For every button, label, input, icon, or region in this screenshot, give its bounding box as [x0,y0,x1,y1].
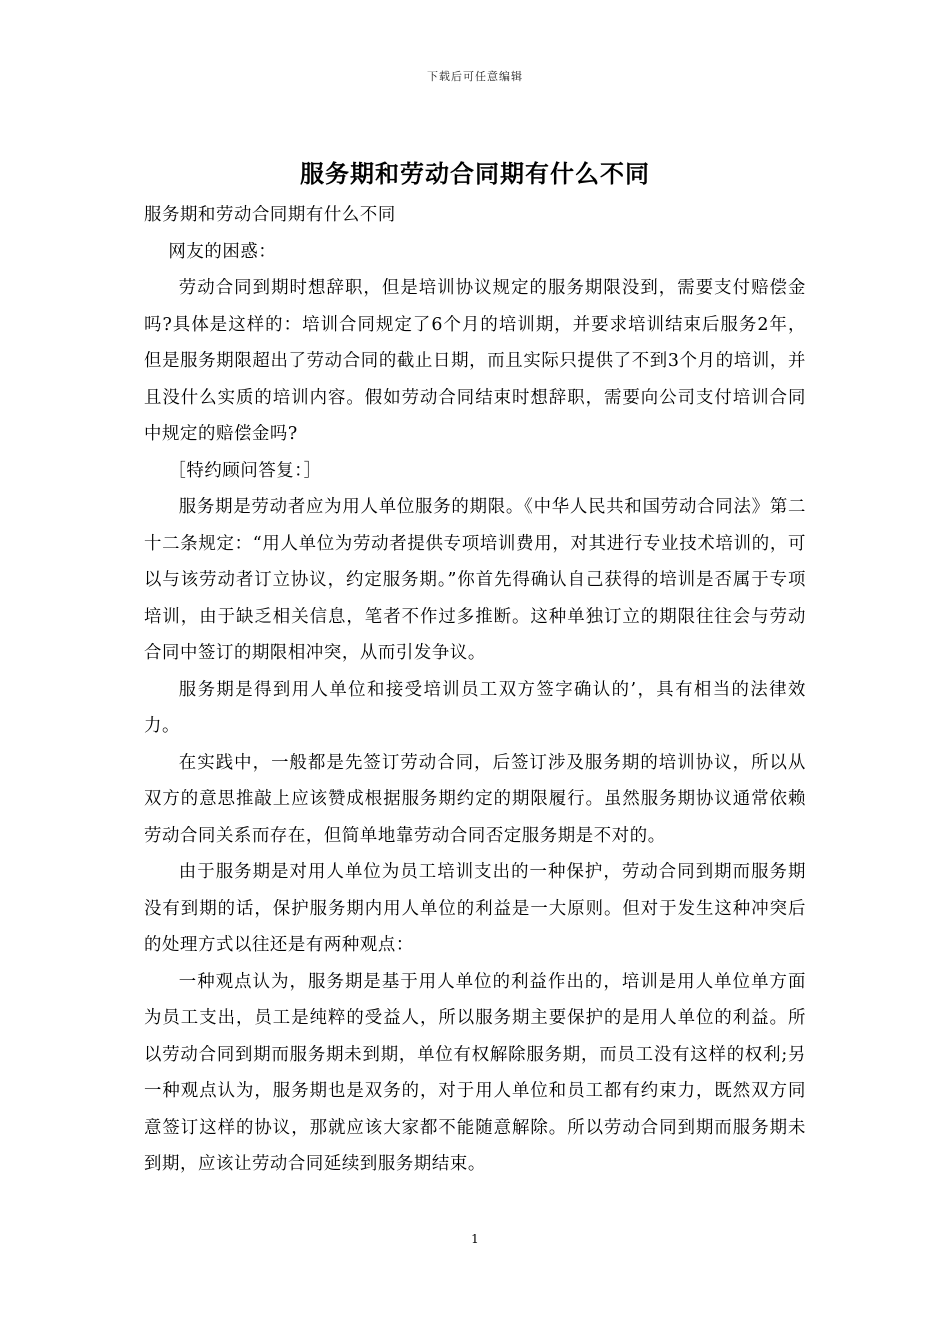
answer-paragraph: 一种观点认为，服务期是基于用人单位的利益作出的，培训是用人单位单方面为员工支出，员工是纯粹的受益人，所以服务期主要保护的是用人单位的利益。所以劳动合同到期而服务期未到期，单位有权解除服务期，而员工没有这样的权利;另一种观点认为，服务期也是双务的，对于用人单位和员工都有约束力，既然双方同意签订这样的协议，那就应该大家都不能随意解除。所以劳动合同到期而服务期未到期，应该让劳动合同延续到服务期结束。 [144,971,806,1174]
question-heading: 网友的困惑： [168,241,277,262]
answer-paragraph: 由于服务期是对用人单位为员工培训支出的一种保护，劳动合同到期而服务期没有到期的话，保护服务期内用人单位的利益是一大原则。但对于发生这种冲突后的处理方式以往还是有两种观点： [144,862,806,955]
question-paragraph: 劳动合同到期时想辞职，但是培训协议规定的服务期限没到，需要支付赔偿金吗?具体是这样的：培训合同规定了6个月的培训期，并要求培训结束后服务2年，但是服务期限超出了劳动合同的截止日期，而且实际只提供了不到3个月的培训，并且没什么实质的培训内容。假如劳动合同结束时想辞职，需要向公司支付培训合同中规定的赔偿金吗? [144,278,806,444]
subtitle-paragraph: 服务期和劳动合同期有什么不同 [144,205,396,225]
answer-paragraph: 服务期是劳动者应为用人单位服务的期限。《中华人民共和国劳动合同法》第二十二条规定：“用人单位为劳动者提供专项培训费用，对其进行专业技术培训的，可以与该劳动者订立协议，约定服务期。”你首先得确认自己获得的培训是否属于专项培训，由于缺乏相关信息，笔者不作过多推断。这种单独订立的期限往往会与劳动合同中签订的期限相冲突，从而引发争议。 [144,497,806,663]
answer-paragraph: 在实践中，一般都是先签订劳动合同，后签订涉及服务期的培训协议，所以从双方的意思推敲上应该赞成根据服务期约定的期限履行。虽然服务期协议通常依赖劳动合同关系而存在，但简单地靠劳动合同否定服务期是不对的。 [144,752,806,846]
page-number: 1 [471,1232,479,1246]
answer-heading: ［特约顾问答复：］ [168,460,322,481]
answer-paragraph: 服务期是得到用人单位和接受培训员工双方签字确认的’，具有相当的法律效力。 [144,679,806,736]
page-header-note: 下载后可任意编辑 [427,70,523,83]
document-title: 服务期和劳动合同期有什么不同 [300,159,650,188]
document-body [144,197,806,1183]
